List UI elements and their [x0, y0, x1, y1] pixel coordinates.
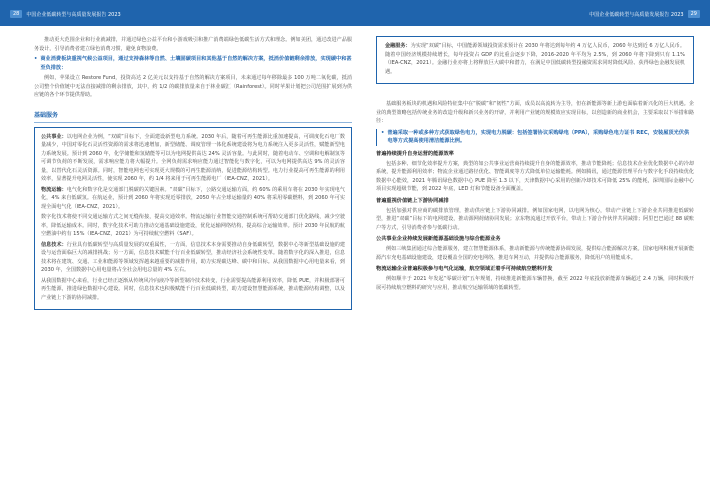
box-para-datacenter: 从我国数据中心来看，行业已经正逐渐从传统风冷向液冷等新型制冷技术转变，行业需要提高能源利用效率，降低 PUE，并积极部署可再生能源，推进绿色数据中心建设。同时，信息技术也积极赋能千行百业低碳转型，助力建设智慧能源系统，推动能源结构调整，以及产业链上下游的协同减排。: [41, 277, 345, 301]
subheading-efficiency: 普遍持续提升自身运营的能源效率: [376, 150, 454, 157]
subheading-utilities: 公共事业企业持续发展新能源基础设施与综合能源业务: [376, 236, 501, 242]
box-para-it: [41, 241, 345, 275]
finance-box: [376, 36, 694, 84]
subheading-value-chain: 普遍重视价值链上下游协同减排: [376, 197, 449, 204]
left-page-number: 28: [10, 10, 22, 18]
left-running-title: 中国企业低碳转型与高质量发展报告 2023: [26, 11, 121, 18]
right-paragraph-1: 基础服务板块的机遇和风险特征集中在“脱碳”和“韧性”方面，成员以高流转为主导，但在新能源等新上游也面临着新兴化的巨大机遇。企业的典型策略包括传统业务的改造升级和新兴业务的开辟，并利用产业链的规模效应实现目标，以创造新的商业机会，主要采取以下举措和路径：: [376, 101, 694, 124]
utilities-label: 公共事业：: [41, 133, 67, 140]
it-label: 信息技术：: [41, 241, 67, 248]
logistics-text: 电气化和数字化是交通部门脱碳的关键因素。“双碳”目标下，公路交通运输方面，约 60% 的乘用车将在 2030 年实现电气化，4% 来自低碳氢。在航运业，预计到 2060 年将实现近零排放，2050 年占全球运输量的 40% 将采用零碳燃料，到 2060 年可实现全面电气化（IEA-CNZ，2021）。: [41, 186, 345, 210]
page-header: [0, 0, 710, 26]
left-paragraph-1: 推动更大范围企业和行业就减排，并通过绿色公益平台和小游戏吸引和推广消费端绿色低碳生活方式和理念。例如美团，通过改进产品服务设计，引导消费者建立绿色消费习惯，避免食物浪费。: [34, 37, 352, 52]
box-para-logistics: [41, 186, 345, 212]
left-column: [34, 36, 352, 310]
right-highlight: [381, 129, 694, 146]
bullet-icon: •: [34, 56, 38, 62]
subheading-logistics: 物流运输企业普遍积极参与电气化运输，航空领域正着手可持续航空燃料开发: [376, 266, 553, 272]
right-highlight-block: [376, 129, 694, 146]
right-column: [376, 36, 694, 294]
utilities-text: 以电网企业为例，“双碳”目标下，全面建设新型电力系统。2030 年后，随着可再生能源比重加速提高，可调度化石电厂数量减少，中国对零化石灵活性资源的需求将迅速增加，新型储能、调度管理一体化系统建设将为电力系统注入更多灵活性，赋能新型电力系统发展。预计到 2060 年，化学储能和氢储能等可以为电网提供高达 24% 灵活容量。与此同时，随着电动车、空调和电解制氢等可调节负荷的不断发展，需求响应能力将大幅提升。全网负荷需求响应能力通过智能化与数字化，可以为电网提供高达 9% 的灵活容量，以替代化石灵活资源。同时，智能电网也可实现更大规模的可再生能源消纳，促进能源结构转型。电力行业提高可再生能源的利用效率，显著提升电网灵活性，使实现 2060 年，约 1/4 将来用于可再生能源电厂（IEA-CNZ，2021）。: [41, 133, 345, 182]
header-right: [589, 10, 704, 18]
finance-label: 金融服务：: [385, 43, 411, 49]
paragraph-efficiency: 包括多种、细节化效率提升方案，典型的如公共事业运营商持续提升自身的能源效率，推动节能降耗；信息技术企业优化数据中心的冷却系统，提升能源利用效率；物流企业通过路径优化、智能调度等方式降低单位运输能耗。例如腾讯，通过能源管理平台与数字化手段持续优化数据中心能效，2021 年腾讯绿色数据中心 PUE 降至 1.3 以下，天津数据中心采用的创新冷却技术可降低 25% 的能耗，深圳国际金融中心项目实现超级节能，到 2022 年底，LED 灯和节能设备全面覆盖。: [376, 160, 694, 192]
paragraph-logistics: 例如顺丰于 2021 年发起“零碳计划”五年规划，持续推进新能源车辆替换，截至 2022 年底投放新能源车辆超过 2.4 万辆，同时积极开展可持续航空燃料的研究与应用，推动航空运输领域的低碳转型。: [376, 276, 694, 291]
right-highlight-text: 普遍采取一种或多种方式获取绿色电力，实现电力脱碳：包括签署协议采购绿电（PPA），采购绿色电力证书 REC，安装屋顶光伏供电等方式提高使用清洁能源比例。: [387, 129, 690, 144]
finance-text: 为实现“双碳”目标，中国能源领域投资需求预计在 2030 年将达到每年约 4 万亿人民币，2060 年达到近 6 万亿人民币。随着中国经济规模持续增长，每年投资占 GDP 的比重会逐步下降，2016-2020 年平均为 2.5%，到 2060 年将下降到只有 1.1%（IEA-CNZ，2021）。金融行业亦将上将释放巨大碳中和潜力，在满足中国低碳转型投融资需求同时降低风险、获得绿色金融发展机遇。: [385, 43, 685, 75]
paragraph-value-chain: 包括加强对供应商的碳排放管理，推动供应链上下游协同减排。例如国家电网，以电网为核心，带动产业链上下游企业共同推进低碳转型，推进“双碳”目标下的电网建设，推动源网荷储协同发展；京东物流通过开放平台，带动上下游合作伙伴共同减排；阿里巴巴通过 88 碳账户等方式，引导消费者参与低碳行动。: [376, 207, 694, 231]
basic-services-box: [34, 127, 352, 311]
finance-paragraph: [385, 42, 685, 76]
left-highlight-text: 商业消费板块重视气候公益项目，通过支持森林等自然、土壤固碳项目和其他基于自然的解决方案，抵消价值链剩余排放，实现碳中和甚至负排放：: [40, 56, 352, 71]
right-page-number: 29: [688, 10, 700, 18]
left-paragraph-2: 例如，苹果设立 Restore Fund，投资高达 2 亿美元以支持基于自然的解决方案项目，未来通过每年移除最多 100 万吨二氧化碳，抵消公司整个价值链中无法直接减排的剩余排放，其中，约 1/2 的碳排放量来自于林业碳汇（Rainforest）。同时苹果计划把公司范围扩展到为供应链的各个环节提供帮助。: [34, 75, 352, 98]
box-para-utilities: [41, 133, 345, 184]
header-left: [6, 10, 121, 18]
bullet-icon: •: [381, 129, 385, 136]
box-para-digital: 数字化技术将使不同交通运输方式之间无缝衔接，提高交通效率。物流运输行业智能交通控制系统可帮助交通部门优化路线，减少空驶率，降低运输成本。同时，数字化技术可助力推动交通基础设施建设，优化运输网络结构，提高综合运输效率。预计 2030 年民航的航空燃油中约有 15%（IEA-CNZ，2021）为可持续航空燃料（SAF）。: [41, 214, 345, 237]
paragraph-utilities: 例如三峡集团通过综合能源服务，建立智慧能源体系，推动新能源与传统能源协调发展，提供综合能源解决方案。国家电网积极开展新能源汽车充电基础设施建设，建设覆盖全国的充电网络，推进车网互动，并提供综合能源服务，降低用户的用能成本。: [376, 246, 694, 261]
right-running-title: 中国企业低碳转型与高质量发展报告 2023: [589, 11, 684, 18]
section-title: 基础服务: [34, 110, 352, 123]
left-highlight: [34, 55, 352, 72]
it-text: 行业具有低碳转型与高质量发展的双重属性，一方面，信息技术本身需要推动自身低碳转型，数据中心等新型基础设施的建设与运营面临巨大的减排挑战；另一方面，信息技术赋能千行百业低碳转型，推动经济社会系统性变革。随着数字化的深入推进，信息技术将在建筑、交通、工业和能源等领域发挥越来越重要的减排作用，助力实现碳达峰、碳中和目标。从我国数据中心用电量来看，到 2030 年，全国数据中心用电量将占全社会用电总量的 4% 左右。: [41, 241, 345, 273]
logistics-label: 物流运输：: [41, 186, 67, 193]
